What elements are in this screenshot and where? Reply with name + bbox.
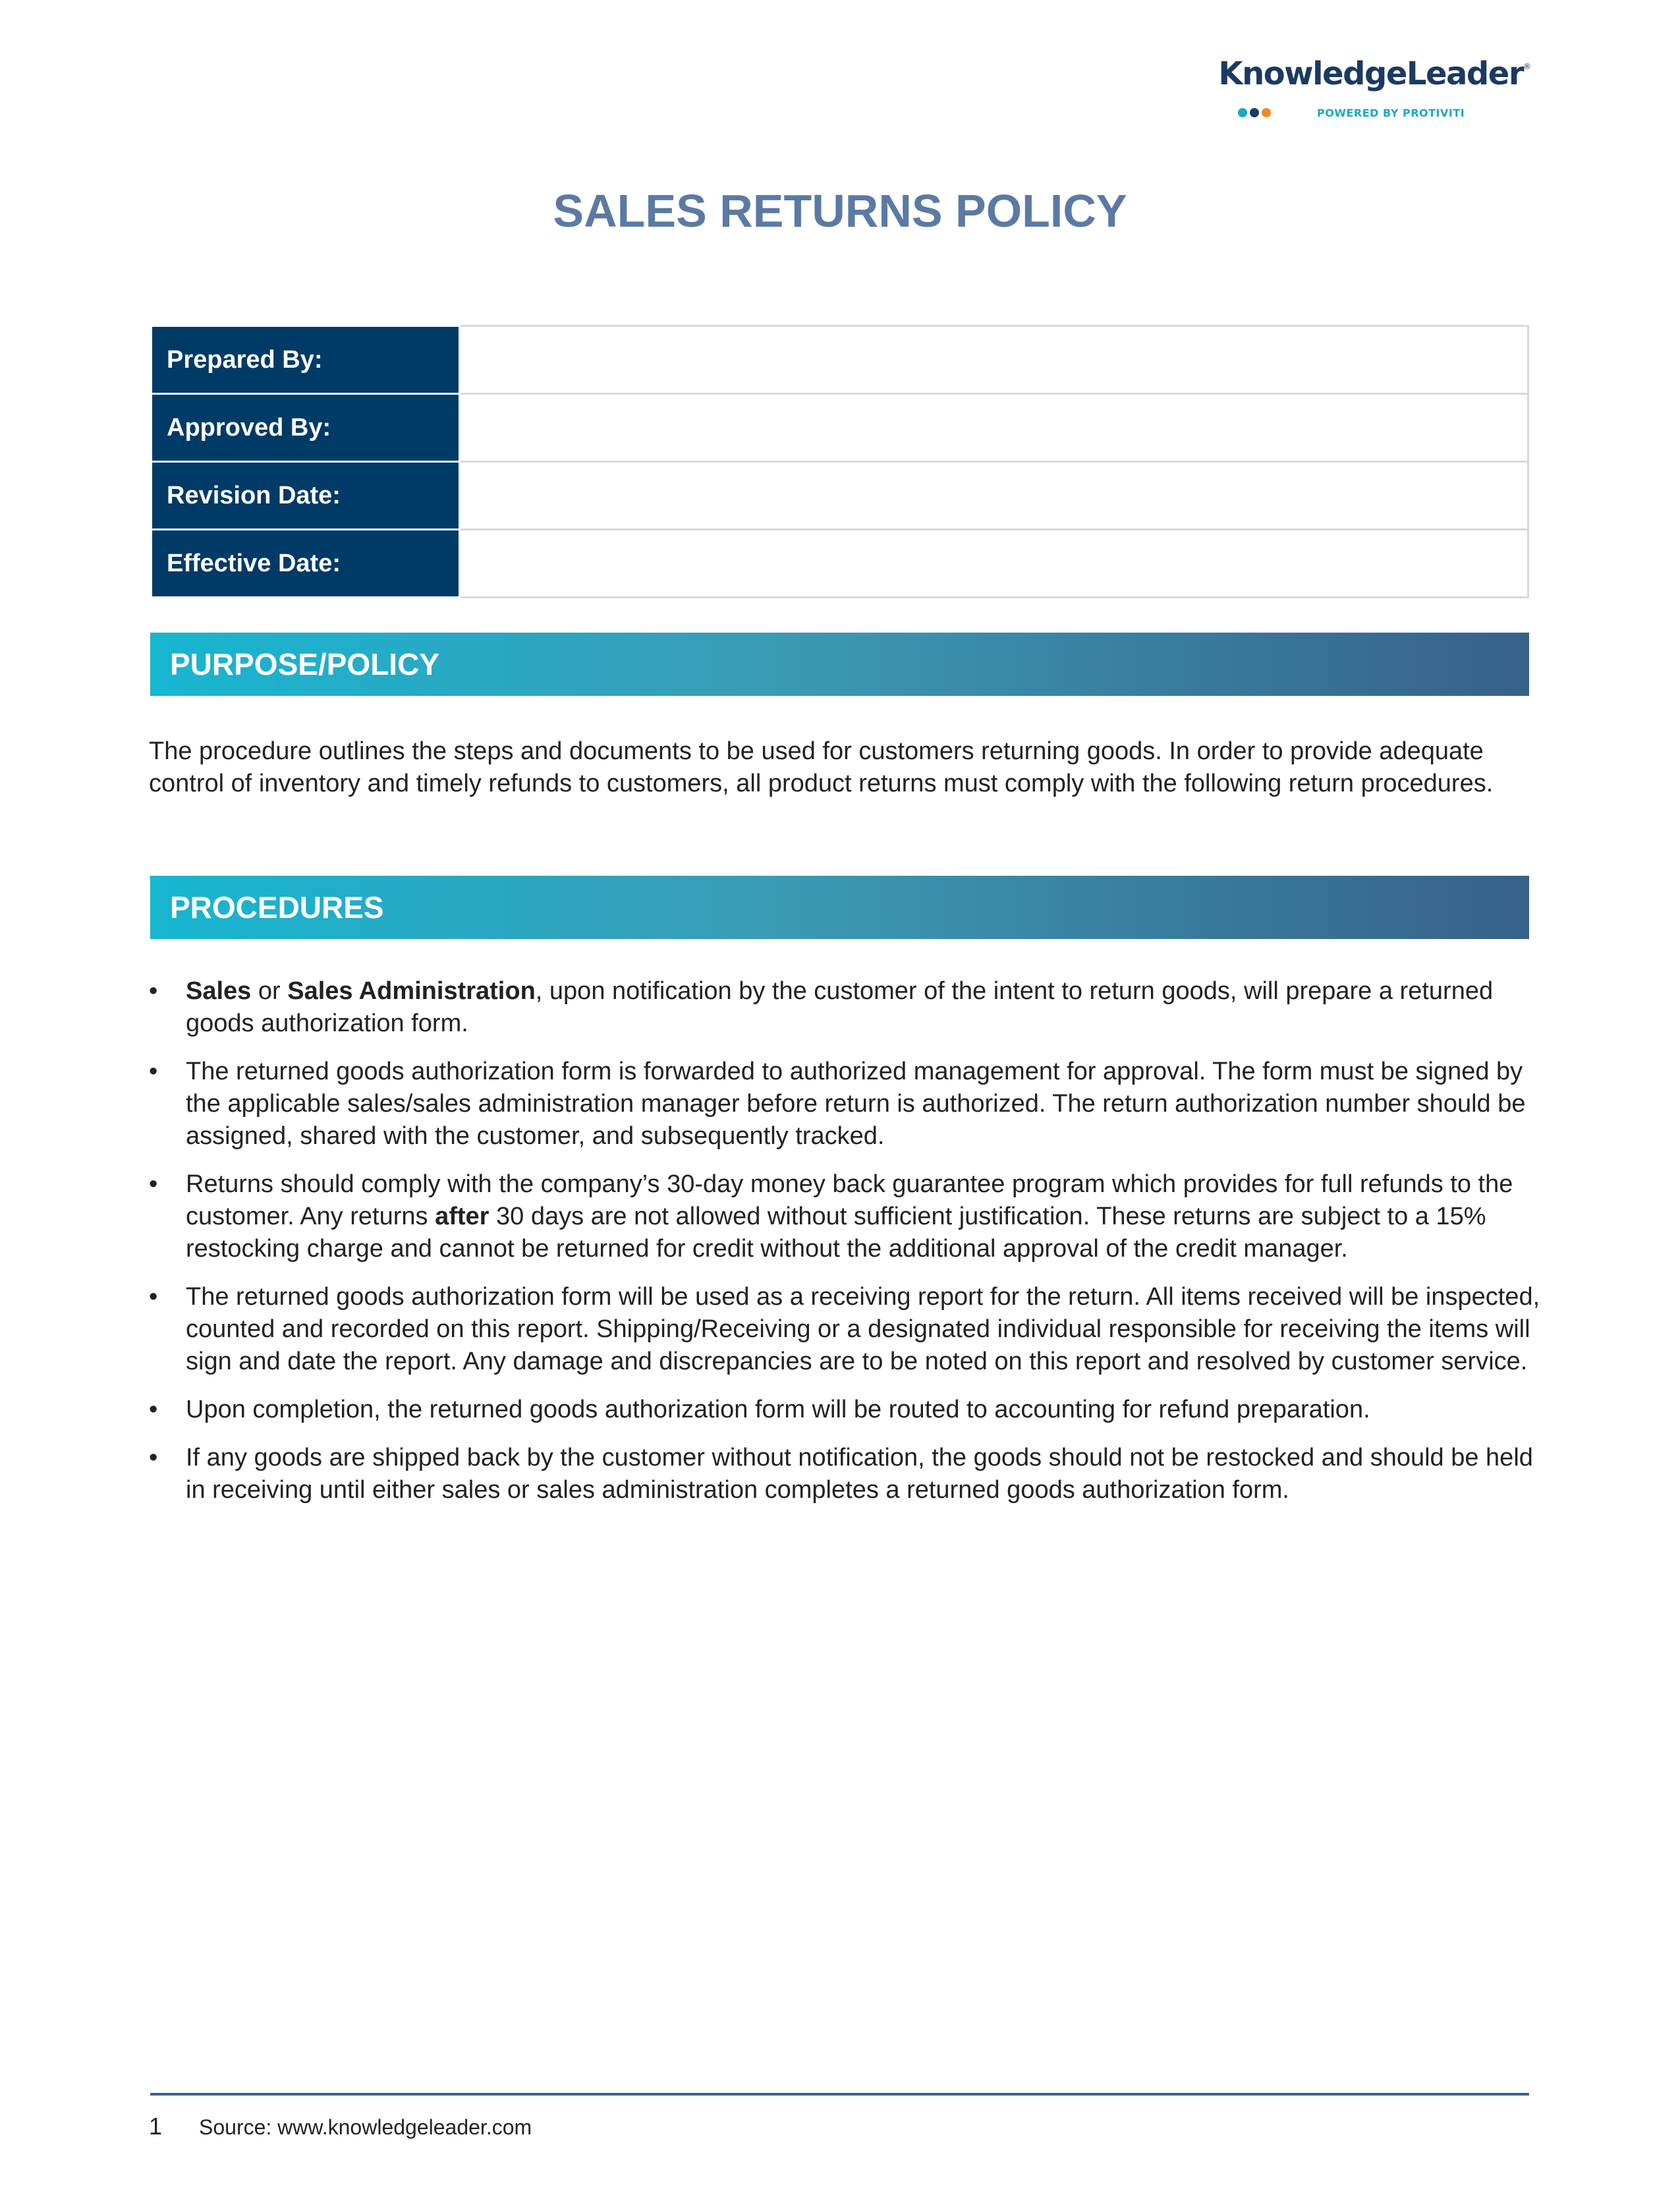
document-meta-table [150, 325, 1529, 598]
meta-label-prepared-by: Prepared By: [152, 326, 460, 394]
meta-label-approved-by: Approved By: [152, 394, 460, 462]
meta-row-revision-date [152, 462, 1528, 530]
procedure-6-text: If any goods are shipped back by the customer without notification, the goods should not be restocked and should be held in receiving until either sales or sales administration completes a returned goods authorization form. [186, 1444, 1533, 1504]
meta-label-revision-date: Revision Date: [152, 462, 460, 530]
purpose-paragraph: The procedure outlines the steps and documents to be used for customers returning goods. In order to provide adequate control of inventory and timely refunds to customers, all product returns must comply with the following return procedures. [149, 737, 1494, 797]
meta-value-revision-date[interactable] [460, 462, 1528, 530]
procedure-1-bold-sales-admin: Sales Administration [287, 977, 536, 1005]
procedure-4-text: The returned goods authorization form will be used as a receiving report for the return. All items received will be inspected, counted and recorded on this report. Shipping/Receiving or a designated individual responsible for receiving the items will sign and date the report. Any damage and discrepancies are to be noted on this report and resolved by customer service. [186, 1283, 1540, 1375]
bullet-icon: • [149, 1444, 158, 1471]
document-title: SALES RETURNS POLICY [553, 185, 1127, 237]
procedure-item-6 [149, 1442, 1546, 1506]
procedure-item-5 [149, 1394, 1546, 1426]
footer-source: Source: www.knowledgeleader.com [199, 2115, 532, 2139]
bullet-icon: • [149, 1170, 158, 1198]
procedure-item-2 [149, 1056, 1546, 1153]
logo-registered-mark: ® [1523, 62, 1531, 71]
procedure-3-bold-after: after [435, 1203, 490, 1230]
meta-row-prepared-by [152, 326, 1528, 394]
procedure-3-text-a: Returns should comply with the company’s 30-day money back guarantee program which provides for full refunds to the customer. Any returns [186, 1170, 1513, 1230]
bullet-icon: • [149, 1396, 158, 1423]
procedure-item-3 [149, 1168, 1546, 1265]
knowledgeleader-logo [1189, 55, 1531, 128]
logo-tagline: POWERED BY PROTIVITI [1317, 107, 1465, 119]
meta-value-approved-by[interactable] [460, 394, 1528, 462]
meta-value-effective-date[interactable] [460, 530, 1528, 598]
purpose-section-heading: PURPOSE/POLICY [150, 633, 1529, 696]
meta-value-prepared-by[interactable] [460, 326, 1528, 394]
procedure-item-4 [149, 1281, 1546, 1378]
logo-dots-icon [1238, 108, 1271, 117]
footer-divider [150, 2093, 1529, 2096]
procedures-section-heading: PROCEDURES [150, 876, 1529, 939]
procedure-1-text-a: or [251, 977, 288, 1005]
procedure-5-text: Upon completion, the returned goods authorization form will be routed to accounting for refund preparation. [186, 1396, 1370, 1423]
footer-page-number: 1 [149, 2113, 163, 2140]
bullet-icon: • [149, 977, 158, 1005]
bullet-icon: • [149, 1058, 158, 1085]
bullet-icon: • [149, 1283, 158, 1311]
procedures-list [149, 975, 1546, 1522]
procedure-1-text-b: , upon notification by the customer of the intent to return goods, will prepare a returned goods authorization form. [186, 977, 1494, 1037]
logo-dot-navy [1250, 108, 1259, 117]
meta-label-effective-date: Effective Date: [152, 530, 460, 598]
procedure-3-text-b: 30 days are not allowed without sufficient justification. These returns are subject to a 15% restocking charge and cannot be returned for credit without the additional approval of the credit manager. [186, 1203, 1486, 1263]
procedure-2-text: The returned goods authorization form is forwarded to authorized management for approval. The form must be signed by the applicable sales/sales administration manager before return is authorized. The return authorization number should be assigned, shared with the customer, and subsequently tracked. [186, 1058, 1526, 1150]
logo-dot-orange [1262, 108, 1271, 117]
meta-row-effective-date [152, 530, 1528, 598]
procedure-1-bold-sales: Sales [186, 977, 252, 1005]
meta-row-approved-by [152, 394, 1528, 462]
procedure-item-1 [149, 975, 1546, 1040]
logo-wordmark: KnowledgeLeader® [1218, 55, 1531, 92]
logo-dot-teal [1238, 108, 1247, 117]
